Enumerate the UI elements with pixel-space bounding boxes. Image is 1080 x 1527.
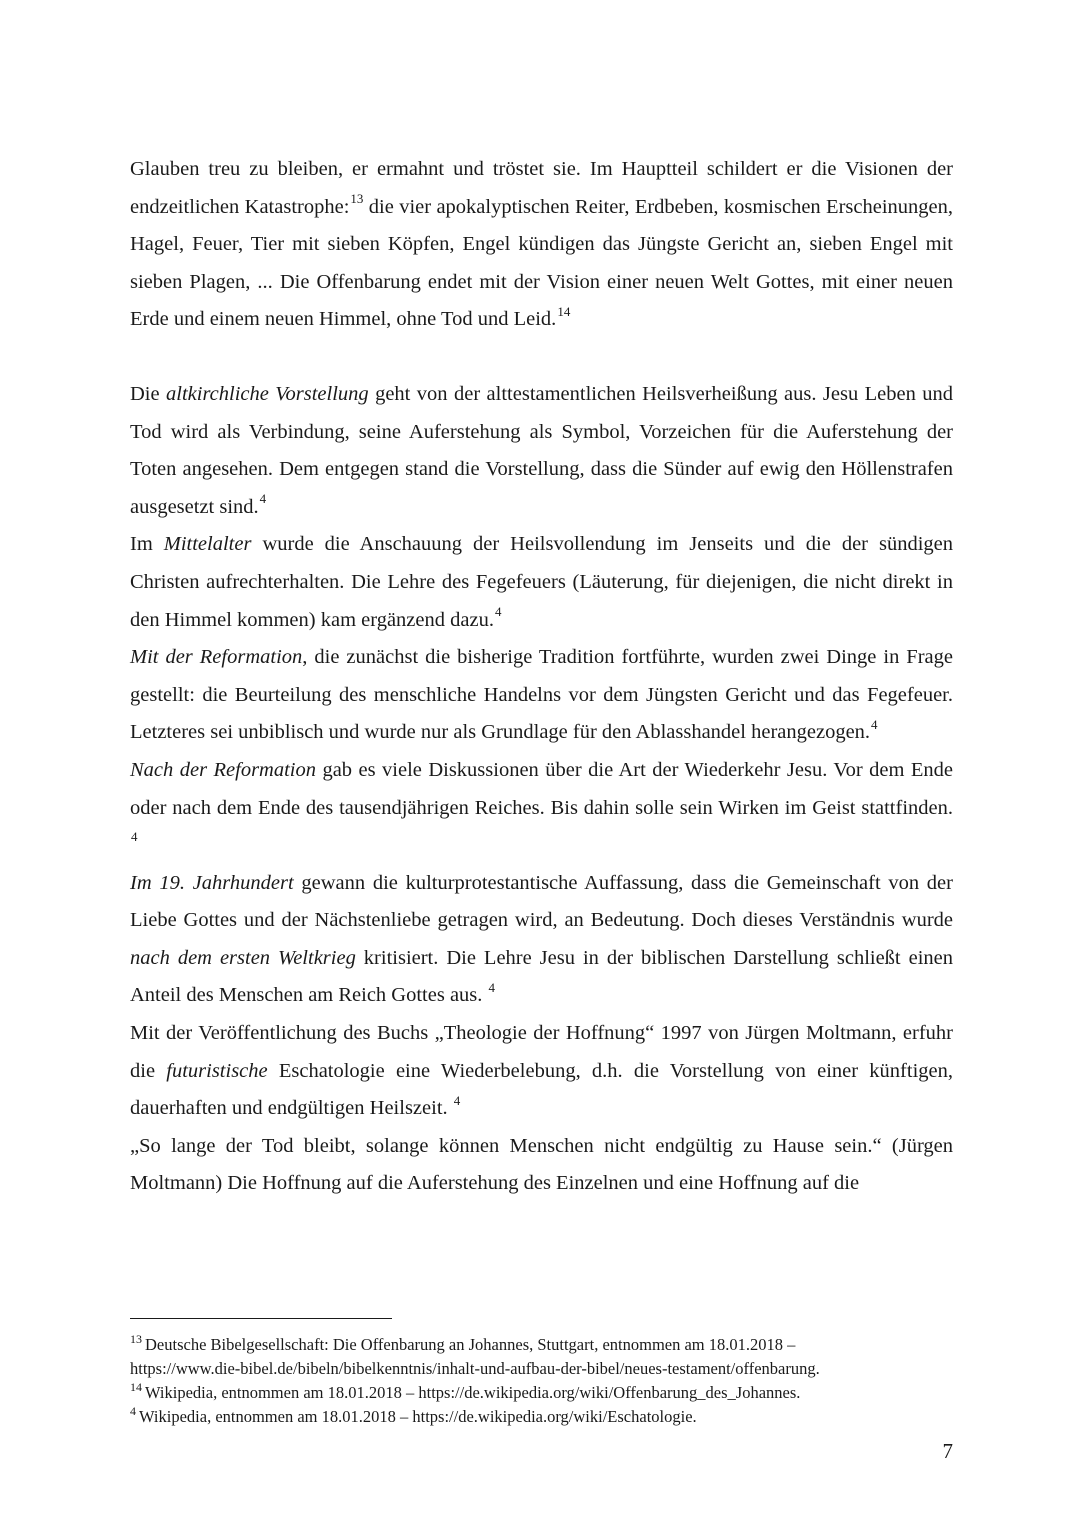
footnote-reference: 13 [350, 190, 364, 206]
footnote-marker: 14 [130, 1380, 142, 1395]
paragraph [130, 865, 953, 1015]
footnote-reference: 4 [453, 1092, 461, 1108]
paragraph-text: „So lange der Tod bleibt, solange können Menschen nicht endgültig zu Hause sein.“ (Jürgen Moltmann) Die Hoffnung auf die Auferstehung des Einzelnen und eine Hoffnung auf die [130, 1134, 953, 1195]
paragraph-text: gab es viele Diskussionen über die Art der Wiederkehr Jesu. Vor dem Ende oder nach dem Ende des tausendjährigen Reiches. Bis dahin solle sein Wirken im Geist stattfinden. [130, 758, 953, 819]
footnote-marker: 4 [130, 1404, 136, 1419]
footnote-separator [130, 1318, 392, 1319]
paragraph-text: Die [130, 382, 167, 405]
emphasis-text: Im 19. Jahrhundert [130, 871, 294, 894]
footnote-text: Wikipedia, entnommen am 18.01.2018 – https://de.wikipedia.org/wiki/Eschatologie. [139, 1407, 697, 1426]
emphasis-text: Mit der Reformation [130, 646, 303, 669]
paragraph [130, 639, 953, 752]
footnote-reference: 4 [871, 716, 878, 732]
footnote-marker: 13 [130, 1332, 142, 1347]
emphasis-text: altkirchliche Vorstellung [166, 382, 369, 405]
paragraph-text: Mit der Veröffentlichung des Buchs „Theologie der Hoffnung“ 1997 von Jürgen Moltmann, erfuhr die [130, 1022, 953, 1082]
paragraph-text: , die zunächst die bisherige Tradition fortführte, wurden zwei Dinge in Frage gestellt: die Beurteilung des menschliche Handelns vor dem Jüngsten Gericht und das Fegefeuer. Letzteres sei unbiblisch und wurde nur als Grundlage für den Ablasshandel herangezogen. [130, 646, 953, 744]
footnote-reference: 14 [557, 303, 571, 319]
footnote-url: https://www.die-bibel.de/bibeln/bibelkenntnis/inhalt-und-aufbau-der-bibel/neues-testament/offenbarung. [130, 1359, 820, 1378]
footnote-4 [130, 1405, 953, 1429]
footnote-reference: 4 [494, 603, 502, 619]
body-text [130, 151, 953, 1203]
paragraph [130, 1015, 953, 1128]
footnote-14 [130, 1381, 953, 1405]
emphasis-text: Nach der Reformation [130, 758, 316, 781]
footnotes [130, 1333, 953, 1429]
paragraph-text: gewann die kulturprotestantische Auffassung, dass die Gemeinschaft von der Liebe Gottes und der Nächstenliebe getragen wird, an Bedeutung. Doch dieses Verständnis wurde [130, 871, 953, 932]
emphasis-text: Mittelalter [163, 533, 252, 556]
page-number: 7 [942, 1439, 953, 1463]
footnote-reference: 4 [259, 491, 267, 506]
paragraph-text: Eschatologie eine Wiederbelebung, d.h. die Vorstellung von einer künftigen, dauerhaften und endgültigen Heilszeit. [130, 1059, 953, 1120]
paragraph-text: kritisiert. Die Lehre Jesu in der biblischen Darstellung schließt einen Anteil des Menschen am Reich Gottes aus. [130, 946, 953, 1007]
paragraph [130, 526, 953, 639]
paragraph-text: wurde die Anschauung der Heilsvollendung im Jenseits und die der sündigen Christen aufrechterhalten. Die Lehre des Fegefeuers (Läuterung, für diejenigen, die nicht direkt in den Himmel kommen) kam ergänzend dazu. [130, 533, 953, 631]
footnote-reference: 4 [488, 979, 496, 995]
paragraph-text: geht von der alttestamentlichen Heilsverheißung aus. Jesu Leben und Tod wird als Verbindung, seine Auferstehung als Symbol, Vorzeichen für die Auferstehung der Toten angesehen. Dem entgegen stand die Vorstellung, dass die Sünder auf ewig den Höllenstrafen ausgesetzt sind. [130, 382, 953, 518]
footnote-reference: 4 [131, 829, 138, 845]
paragraph-text: die vier apokalyptischen Reiter, Erdbeben, kosmischen Erscheinungen, Hagel, Feuer, Tier mit sieben Köpfen, Engel kündigen das Jüngste Gericht an, sieben Engel mit sieben Plagen, ... Die Offenbarung endet mit der Vision einer neuen Welt Gottes, mit einer neuen Erde und einem neuen Himmel, ohne Tod und Leid. [130, 195, 953, 331]
paragraph [130, 1128, 953, 1203]
emphasis-text: futuristische [166, 1059, 268, 1082]
paragraph-text: Glauben treu zu bleiben, er ermahnt und tröstet sie. Im Hauptteil schildert er die Visionen der endzeitlichen Katastrophe: [130, 158, 953, 218]
footnote-13 [130, 1333, 953, 1381]
footnote-text: Deutsche Bibelgesellschaft: Die Offenbarung an Johannes, Stuttgart, entnommen am 18.01.2018 – [145, 1335, 796, 1354]
paragraph [130, 752, 953, 865]
paragraph-text: Im [130, 533, 164, 556]
paragraph [130, 151, 953, 339]
emphasis-text: nach dem ersten Weltkrieg [130, 946, 356, 969]
paragraph [130, 376, 953, 526]
footnote-text: Wikipedia, entnommen am 18.01.2018 – https://de.wikipedia.org/wiki/Offenbarung_des_Johannes. [145, 1383, 801, 1402]
